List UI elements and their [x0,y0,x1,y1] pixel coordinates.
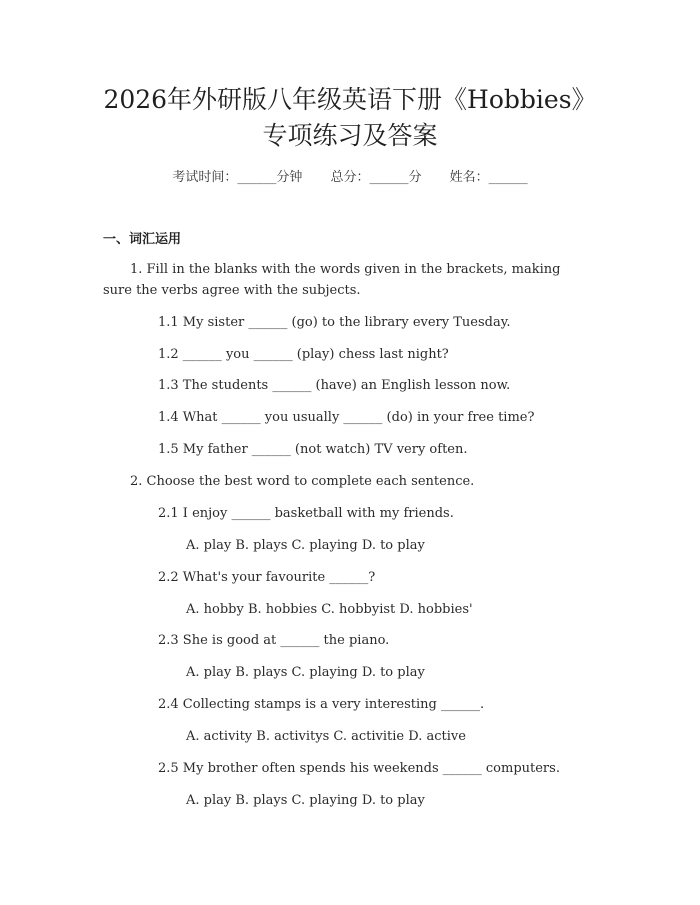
document-title-line1: 2026年外研版八年级英语下册《Hobbies》 [103,85,597,114]
document-title-line2: 专项练习及答案 [262,121,438,150]
q2-question: 2.3 She is good at ______ the piano. [158,633,390,648]
student-name: 姓名：______ [449,170,528,185]
q2-question: 2.2 What's your favourite ______? [158,570,376,585]
exam-time: 考试时间：______分钟 [172,170,303,185]
q2-options: A. play B. plays C. playing D. to play [186,538,425,553]
exam-meta [0,169,700,187]
q1-item: 1.5 My father ______ (not watch) TV very often. [158,442,468,457]
q2-question: 2.4 Collecting stamps is a very interesting ______. [158,697,485,712]
q2-instruction: 2. Choose the best word to complete each sentence. [130,474,475,489]
q1-item: 1.2 ______ you ______ (play) chess last night? [158,347,449,362]
q2-question: 2.5 My brother often spends his weekends ______ computers. [158,761,560,776]
q2-options: A. play B. plays C. playing D. to play [186,793,425,808]
q2-options: A. hobby B. hobbies C. hobbyist D. hobbies' [186,602,473,617]
q1-item: 1.3 The students ______ (have) an English lesson now. [158,378,511,393]
q2-options: A. activity B. activitys C. activitie D. active [186,729,466,744]
q2-question: 2.1 I enjoy ______ basketball with my friends. [158,506,454,521]
q2-options: A. play B. plays C. playing D. to play [186,665,425,680]
section-heading: 一、词汇运用 [103,232,182,247]
q1-instruction: 1. Fill in the blanks with the words given in the brackets, making [130,262,561,277]
total-score: 总分：______分 [330,170,422,185]
q1-item: 1.1 My sister ______ (go) to the library every Tuesday. [158,315,511,330]
q1-item: 1.4 What ______ you usually ______ (do) in your free time? [158,410,535,425]
q1-instruction-cont: sure the verbs agree with the subjects. [103,283,361,298]
